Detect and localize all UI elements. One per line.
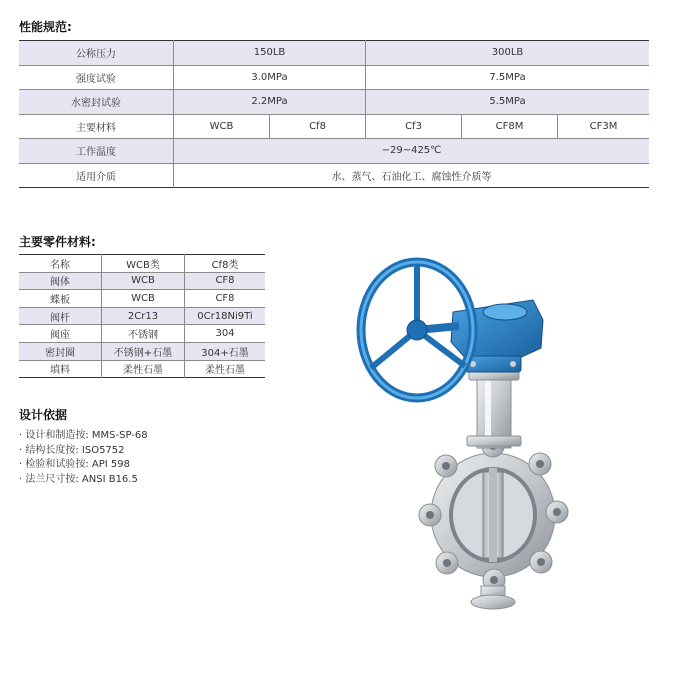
valve-body (419, 435, 568, 591)
performance-table (19, 40, 649, 188)
table-row (19, 65, 649, 90)
table-cell: 不锈钢+石墨 (102, 342, 185, 360)
table-cell: 304 (185, 325, 266, 343)
table-cell: WCB (102, 272, 185, 290)
table-cell: 柔性石墨 (102, 360, 185, 378)
table-cell: Cf8 (270, 114, 366, 139)
table-cell: 填料 (19, 360, 102, 378)
table-cell: 柔性石墨 (185, 360, 266, 378)
table-row (19, 114, 649, 139)
row-label: 主要材料 (19, 114, 174, 139)
list-item: · 结构长度按: ISO5752 (19, 444, 148, 459)
table-row (19, 41, 649, 66)
table-cell: 水、蒸气、石油化工、腐蚀性介质等 (174, 163, 650, 188)
table-header-row (19, 255, 265, 273)
table-row (19, 272, 265, 290)
table-cell: 2.2MPa (174, 90, 366, 115)
table-row (19, 307, 265, 325)
table-row (19, 139, 649, 164)
table-cell: 2Cr13 (102, 307, 185, 325)
table-cell: 150LB (174, 41, 366, 66)
row-label: 适用介质 (19, 163, 174, 188)
table-cell: 3.0MPa (174, 65, 366, 90)
table-cell: −29~425℃ (174, 139, 650, 164)
table-cell: 阀杆 (19, 307, 102, 325)
column-header: 名称 (19, 255, 102, 273)
handwheel-icon (361, 262, 473, 398)
table-row (19, 163, 649, 188)
table-row (19, 325, 265, 343)
section-title-parts: 主要零件材料: (19, 235, 96, 249)
table-cell: 阀座 (19, 325, 102, 343)
section-title-performance: 性能规范: (19, 20, 72, 34)
table-cell: 阀体 (19, 272, 102, 290)
valve-neck (467, 370, 521, 448)
column-header: Cf8类 (185, 255, 266, 273)
list-item: · 法兰尺寸按: ANSI B16.5 (19, 473, 148, 488)
table-cell: 7.5MPa (366, 65, 650, 90)
list-item: · 设计和制造按: MMS-SP-68 (19, 429, 148, 444)
row-label: 水密封试验 (19, 90, 174, 115)
table-row (19, 290, 265, 308)
table-cell: CF8M (462, 114, 558, 139)
row-label: 强度试验 (19, 65, 174, 90)
table-cell: 0Cr18Ni9Ti (185, 307, 266, 325)
design-basis-list (19, 429, 148, 487)
parts-material-table (19, 254, 265, 378)
table-cell: WCB (174, 114, 270, 139)
table-cell: Cf3 (366, 114, 462, 139)
table-row (19, 342, 265, 360)
butterfly-valve-image (355, 250, 595, 620)
row-label: 公称压力 (19, 41, 174, 66)
table-cell: 密封圈 (19, 342, 102, 360)
table-cell: 不锈钢 (102, 325, 185, 343)
table-cell: 300LB (366, 41, 650, 66)
table-cell: 304+石墨 (185, 342, 266, 360)
table-cell: CF3M (558, 114, 650, 139)
table-row (19, 360, 265, 378)
section-title-design-basis: 设计依据 (19, 408, 68, 422)
table-row (19, 90, 649, 115)
column-header: WCB类 (102, 255, 185, 273)
table-cell: 蝶板 (19, 290, 102, 308)
list-item: · 检验和试验按: API 598 (19, 458, 148, 473)
table-cell: WCB (102, 290, 185, 308)
table-cell: CF8 (185, 272, 266, 290)
table-cell: CF8 (185, 290, 266, 308)
row-label: 工作温度 (19, 139, 174, 164)
bottom-shaft (471, 586, 515, 609)
table-cell: 5.5MPa (366, 90, 650, 115)
